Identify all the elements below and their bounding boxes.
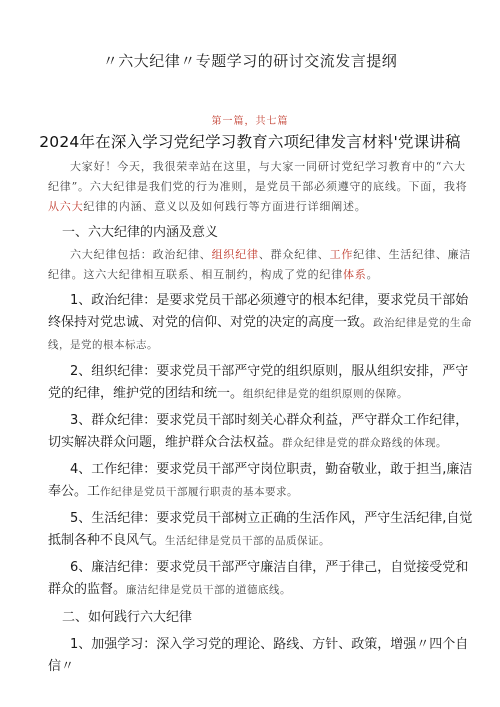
intro-text-highlight: 从六大 [48, 200, 84, 213]
discipline-item-political [48, 290, 476, 356]
list-intro-b: 组织纪律 [211, 248, 259, 261]
list-intro-c: 、群众纪律、 [258, 248, 330, 261]
list-intro-e: 纪律、生活纪律、廉洁纪律。这六大纪律相互联系、相互制约，构成了党的纪律 [48, 248, 472, 281]
item-note: 政治纪律是党的生命线，是党的根本标志。 [48, 317, 473, 351]
speech-title: 2024年在深入学习党纪学习教育六项纪律发言材料'党课讲稿 [39, 133, 461, 151]
discipline-item-integrity [48, 557, 476, 601]
item-main: 4、工作纪律：要求党员干部严守岗位职责，勤奋敬业，敢于担当,廉洁奉公。工 [48, 462, 473, 499]
heading-meaning: 一、六大纪律的内涵及意义 [62, 225, 219, 240]
item-note: 群众纪律是党的群众路线的体现。 [282, 437, 448, 449]
item-main: 1、政治纪律：是要求党员干部必须遵守的根本纪律，要求党员干部始终保持对党忠诚、对党的信仰、对党的决定的高度一致。 [48, 293, 469, 330]
intro-paragraph [48, 157, 476, 217]
list-intro-paragraph [48, 245, 476, 285]
item-main: 2、组织纪律：要求党员干部严守党的组织原则，服从组织安排，严守党的纪律，维护党的团结和统一。 [48, 364, 469, 401]
item-main: 3、群众纪律：要求党员干部时刻关心群众利益，严守群众工作纪律，切实解决群众问题，维护群众合法权益。 [48, 413, 469, 450]
discipline-item-life [48, 508, 476, 552]
item-note: 组织纪律是党的组织原则的保障。 [243, 388, 409, 400]
heading-practice: 二、如何践行六大纪律 [62, 610, 193, 625]
discipline-item-work [48, 459, 476, 503]
item-note: 作纪律是党员干部履行职责的基本要求。 [100, 486, 299, 498]
section-header: 第一篇，共七篇 [211, 116, 289, 127]
intro-text-2: 纪律的内涵、意义以及如何践行等方面进行详细阐述。 [83, 200, 367, 213]
list-intro-f: 体系 [343, 268, 367, 281]
document-body [48, 157, 476, 678]
list-intro-a: 六大纪律包括：政治纪律、 [70, 248, 212, 261]
intro-text-1: 大家好！今天，我很荣幸站在这里，与大家一同研讨党纪学习教育中的“六大纪律”。六大纪律是我们党的行为准则，是党员干部必须遵守的底线。下面，我将 [48, 160, 468, 193]
practice-item-study: 1、加强学习：深入学习党的理论、路线、方针、政策，增强〃四个自信〃 [48, 637, 469, 674]
list-intro-d: 工作 [329, 248, 354, 261]
document-title: 〃六大纪律〃专题学习的研讨交流发言提纲 [102, 52, 398, 70]
item-note: 生活纪律是党员干部的品质保证。 [165, 535, 331, 547]
discipline-item-organizational [48, 361, 476, 405]
list-intro-g: 。 [366, 268, 379, 281]
item-note: 廉洁纪律是党员干部的道德底线。 [126, 584, 292, 596]
discipline-item-mass [48, 410, 476, 454]
item-main: 6、廉洁纪律：要求党员干部严守廉洁自律，严于律己，自觉接受党和群众的监督。 [48, 560, 469, 597]
item-main: 5、生活纪律：要求党员干部树立正确的生活作风，严守生活纪律,自觉抵制各种不良风气。 [48, 511, 473, 548]
